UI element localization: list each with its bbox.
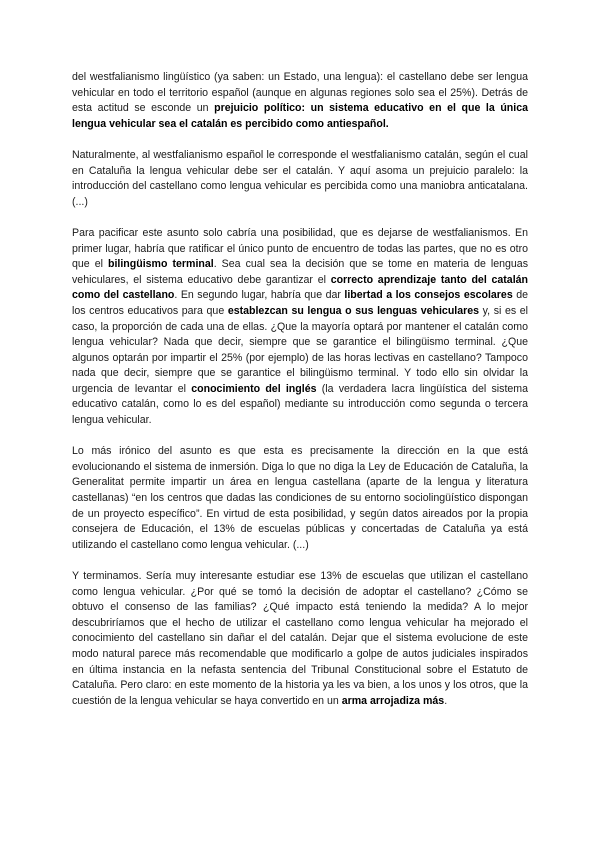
text-run: Para pacificar este asunto solo cabría una posibilidad, que es dejarse de westfalianismos. En primer lugar, habría que ratificar el único punto de encuentro de todas las partes, que no es otro que el xyxy=(72,226,528,271)
bold-run: correcto aprendizaje tanto del catalán como del castellano xyxy=(72,273,529,302)
bold-run: libertad a los consejos escolares xyxy=(344,289,513,302)
paragraph-5 xyxy=(72,569,528,709)
bold-run: bilingüismo terminal xyxy=(108,258,214,271)
text-run: Naturalmente, al westfalianismo español le corresponde el westfalianismo catalán, según el cual en Cataluña la lengua vehicular debe ser el catalán. Y aquí asoma un prejuicio paralelo: la introducción del castellano como lengua vehicular es percibida como una maniobra anticatalana. (...) xyxy=(72,148,528,208)
text-run: . Sea cual sea la decisión que se tome en materia de lenguas vehiculares, el sistema educativo debe garantizar el xyxy=(72,258,528,286)
document-page xyxy=(72,70,528,725)
text-run: y, si es el caso, la proporción de cada una de ellas. ¿Que la mayoría optará por mantener el catalán como lengua vehicular? Nada que decir, siempre que se garantice el bilingüismo terminal. ¿Que algunos optarán por impartir el 25% (por ejemplo) de las horas lectivas en castellano? Tampoco nada que decir, siempre que se garantice el bilingüismo terminal. Y todo ello sin olvidar la urgencia de levantar el xyxy=(72,304,528,395)
text-run: de los centros educativos para que xyxy=(72,289,529,317)
paragraph-1 xyxy=(72,70,528,132)
text-run: . xyxy=(444,694,448,707)
paragraph-4 xyxy=(72,444,528,553)
paragraph-3 xyxy=(72,226,528,429)
bold-run: arma arrojadiza más xyxy=(341,694,445,707)
bold-run: establezcan su lengua o sus lenguas vehiculares xyxy=(227,304,480,317)
text-run: del westfalianismo lingüístico (ya saben: un Estado, una lengua): el castellano debe ser lengua vehicular en todo el territorio español (aunque en algunas regiones solo sea el 25%). Detrás de esta actitud se esconde un xyxy=(72,71,528,115)
text-run: . En segundo lugar, habría que dar xyxy=(174,289,345,302)
text-run: Y terminamos. Sería muy interesante estudiar ese 13% de escuelas que utilizan el castellano como lengua vehicular. ¿Por qué se tomó la decisión de adoptar el castellano? ¿Cómo se obtuvo el consenso de las familias? ¿Qué impacto está teniendo la medida? A lo mejor descubriríamos que el hecho de utilizar el castellano como lengua vehicular ha mejorado el conocimiento del castellano sin dañar el del catalán. Dejar que el sistema evolucione de este modo natural parece más recomendable que modificarlo a golpe de autos judiciales inspirados en última instancia en la nefasta sentencia del Tribunal Constitucional sobre el Estatuto de Cataluña. Pero claro: en este momento de la historia ya les va bien, a los unos y los otros, que la cuestión de la lengua vehicular se haya convertido en un xyxy=(72,570,528,707)
paragraph-2 xyxy=(72,148,528,210)
text-run: Lo más irónico del asunto es que esta es precisamente la dirección en la que está evolucionando el sistema de inmersión. Diga lo que no diga la Ley de Educación de Cataluña, la Generalitat permite impartir un área en lengua castellana (aparte de la lengua y literatura castellanas) “en los centros que dadas las condiciones de su entorno sociolingüístico dispongan de un proyecto específico”. En virtud de esta posibilidad, y según datos aireados por la propia consejera de Educación, el 13% de escuelas públicas y concertadas de Cataluña ya está utilizando el castellano como lengua vehicular. (...) xyxy=(72,445,528,551)
bold-run: prejuicio político: un sistema educativo en el que la única lengua vehicular sea el catalán es percibido como antiespañol. xyxy=(72,102,528,130)
bold-run: conocimiento del inglés xyxy=(191,382,317,395)
text-run: (la verdadera lacra lingüística del sistema educativo catalán, como lo es del español) mediante su introducción como segunda o tercera lengua vehicular. xyxy=(72,382,528,427)
